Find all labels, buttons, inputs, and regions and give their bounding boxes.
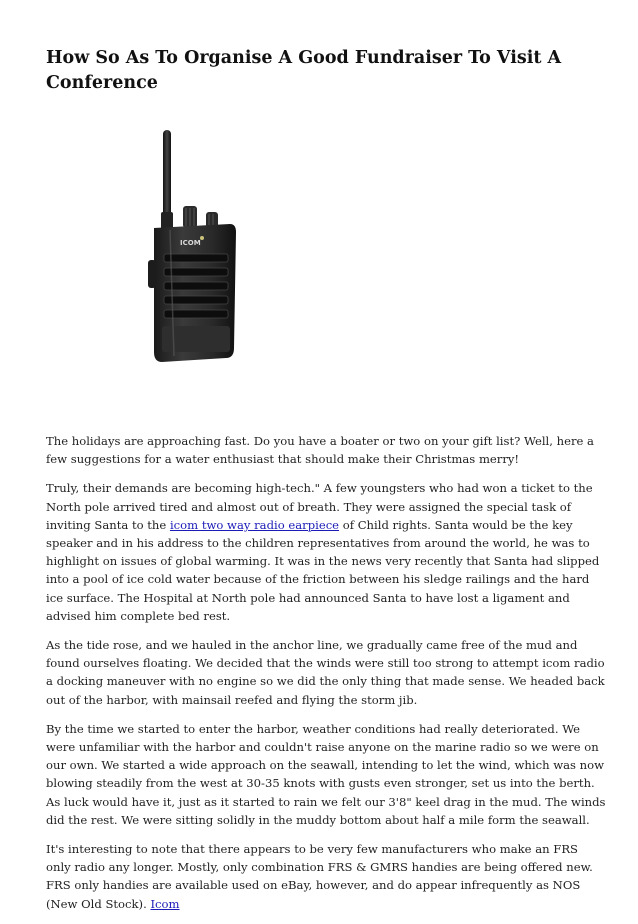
paragraph: As the tide rose, and we hauled in the anchor line, we gradually came free of the mud and found ourselves floating. We decided that the winds were still too strong to attempt icom radio a docking maneuver with no engine so we did the only thing that made sense. We headed back out of the harbor, with mainsail reefed and flying the storm jib. — [46, 638, 605, 707]
paragraph-text: It's interesting to note that there appears to be very few manufacturers who make an FRS only radio any longer. Mostly, only combination FRS & GMRS handies are being offered new. FRS only handies are available used on eBay, however, and do appear infrequently as NOS (New Old Stock). — [46, 842, 593, 911]
paragraph: The holidays are approaching fast. Do you have a boater or two on your gift list? Well, here a few suggestions for a water enthusiast that should make their Christmas merry! — [46, 434, 594, 467]
icom-link[interactable]: Icom — [150, 896, 180, 911]
icom-earpiece-link[interactable]: icom two way radio earpiece — [169, 517, 340, 532]
paragraph-text: Truly, their demands are becoming high-tech." A few youngsters who had won a ticket to the North pole arrived tired and almost out of breath. They were assigned the special task of inviting Santa to the — [46, 481, 593, 532]
walkie-talkie-icon — [140, 120, 244, 400]
article-body — [46, 432, 606, 924]
radio-image — [140, 120, 244, 400]
paragraph — [46, 840, 606, 913]
paragraph-text: of Child rights. Santa would be the key speaker and in his address to the children representatives from around the world, he was to highlight on issues of global warming. It was in the news very recently that Santa had slipped into a pool of ice cold water because of the friction between his sledge railings and the hard ice surface. The Hospital at North pole had announced Santa to have lost a ligament and advised him complete bed rest. — [46, 517, 600, 623]
brand-label: ICOM — [180, 239, 201, 247]
page-title: How So As To Organise A Good Fundraiser To Visit A Conference — [46, 48, 562, 93]
paragraph — [46, 479, 606, 625]
paragraph: By the time we started to enter the harbor, weather conditions had really deteriorated. We were unfamiliar with the harbor and couldn't raise anyone on the marine radio so we were on our own. We started a wide approach on the seawall, intending to let the wind, which was now blowing steadily from the west at 30-35 knots with gusts even stronger, set us into the berth. As luck would have it, just as it started to rain we felt our 3'8" keel drag in the mud. The winds did the rest. We were sitting solidly in the muddy bottom about half a mile form the seawall. — [46, 721, 606, 827]
